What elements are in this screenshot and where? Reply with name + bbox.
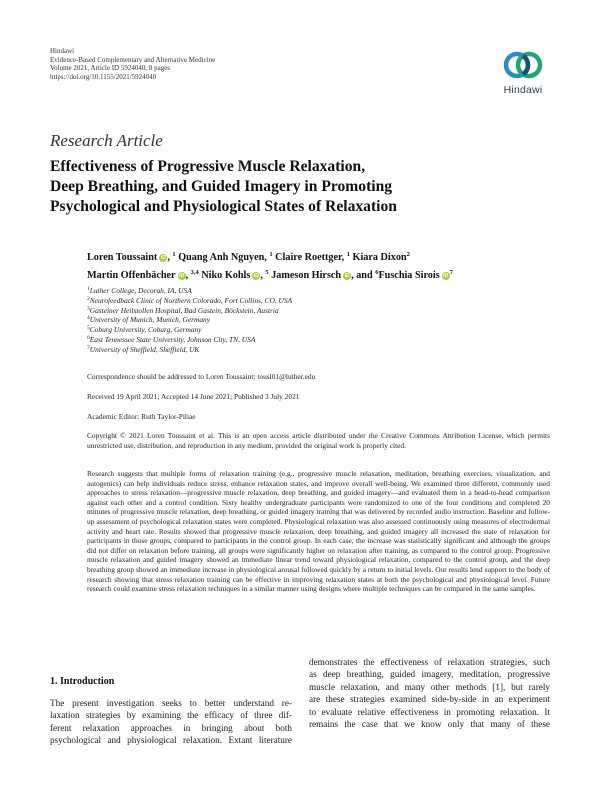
affiliation-item (87, 286, 292, 296)
author-sep: , and (351, 270, 376, 281)
doi-link[interactable]: https://doi.org/10.1155/2021/5924040 (50, 72, 157, 81)
affiliation-text: Neurofeedback Clinic of Northern Colorado, Fort Collins, CO, USA (89, 295, 293, 305)
journal-name: Evidence-Based Complementary and Alternative Medicine (50, 55, 216, 64)
affiliation-sup: 1 (87, 286, 90, 292)
orcid-icon[interactable]: iD (253, 273, 259, 279)
affiliation-item (87, 345, 292, 355)
author-name[interactable]: Niko Kohls (201, 270, 251, 281)
copyright-notice: Copyright © 2021 Loren Toussaint et al. This is an open access article distributed under the Creative Commons Attribution License, which permits unrestricted use, distribution, and reproduction in any medium, provided the original work is properly cited. (87, 431, 550, 450)
academic-editor: Academic Editor: Ruth Taylor-Piliae (87, 412, 196, 421)
orcid-icon[interactable]: iD (344, 273, 350, 279)
hindawi-logo-text: Hindawi (503, 84, 543, 96)
author-line (87, 267, 557, 285)
affiliation-sup: 2 (87, 295, 90, 302)
hindawi-logo (498, 47, 548, 107)
body-column-right (309, 656, 550, 730)
section-heading: 1. Introduction (50, 676, 115, 687)
body-line: The present investigation seeks to better understand re- (50, 698, 292, 708)
title-line: Effectiveness of Progressive Muscle Relaxation, (50, 158, 366, 175)
article-type: Research Article (50, 131, 163, 150)
correspondence: Correspondence should be addressed to Loren Toussaint; tousl01@luther.edu (87, 372, 316, 381)
author-name[interactable]: Kiara Dixon (352, 252, 407, 263)
affiliation-item (87, 296, 292, 306)
title-line: Psychological and Physiological States of Relaxation (50, 198, 397, 215)
author-name[interactable]: Martin Offenbächer (87, 270, 176, 281)
body-line: as deep breathing, guided imagery, meditation, progressive (309, 669, 550, 680)
author-affil-sup: 6 (375, 269, 379, 276)
affiliation-text: Gasteiner Heilstollen Hospital, Bad Gastein, Böckstein, Austria (89, 305, 279, 315)
publisher-name: Hindawi (50, 47, 75, 55)
title-line: Deep Breathing, and Guided Imagery in Promoting (50, 178, 393, 195)
author-sep: , (264, 252, 270, 263)
body-line: demonstrates the effectiveness of relaxation strategies, such (309, 657, 550, 667)
article-metadata (50, 47, 215, 81)
affiliation-item (87, 306, 292, 316)
author-affil-sup: 1 (172, 251, 176, 258)
author-line (87, 249, 557, 267)
affiliations (87, 286, 292, 355)
body-line: muscle relaxation, and many other methods [1], but rarely (309, 681, 550, 692)
author-sep: , (341, 252, 347, 263)
body-line: ferent relaxation approaches in bringing about both (50, 722, 292, 733)
body-line: are these strategies examined side-by-side in an experiment (309, 694, 550, 705)
author-name[interactable]: Quang Anh Nguyen (178, 252, 265, 263)
body-line: to evaluate relative effectiveness in promoting relaxation. It (309, 706, 550, 717)
author-affil-sup: 1 (269, 251, 273, 258)
affiliation-text: University of Munich, Munich, Germany (89, 315, 211, 325)
author-sep: , (185, 270, 191, 281)
author-affil-sup: 5 (265, 269, 269, 276)
affiliation-sup: 5 (87, 325, 90, 332)
orcid-icon[interactable]: iD (160, 255, 166, 261)
body-line: laxation strategies by examining the efficacy of three dif- (50, 710, 292, 721)
volume-info: Volume 2021, Article ID 5924040, 8 pages (50, 64, 171, 73)
orcid-icon[interactable]: iD (443, 273, 449, 279)
body-line: psychological and physiological relaxation. Extant literature (50, 735, 292, 746)
abstract: Research suggests that multiple forms of relaxation training (e.g., progressive muscle relaxation, meditation, breathing exercises, visualization, and autogenics) can help individuals reduce stress, enhance relaxation states, and improve overall well-being. We examined three different, commonly used approaches to stress relaxation—progressive muscle relaxation, deep breathing, and guided imagery—and evaluated them in a head-to-head comparison against each other and a control condition. Sixty healthy undergraduate participants were randomized to one of the four conditions and completed 20 minutes of progressive muscle relaxation, deep breathing, or guided imagery training that was delivered by recorded audio instruction. Baseline and follow-up assessment of psychological relaxation states were completed. Physiological relaxation was also assessed continuously using measures of electrodermal activity and heart rate. Results showed that progressive muscle relaxation, deep breathing, and guided imagery all increased the state of relaxation for participants in those groups, compared to participants in the control group. In each case, the increase was statistically significant and although the groups did not differ on relaxation before training, all groups were significantly higher on relaxation after training, as compared to the control group. Progressive muscle relaxation and guided imagery showed an immediate linear trend toward physiological relaxation, compared to the control group, and the deep breathing group showed an immediate increase in physiological arousal followed quickly by a return to initial levels. Our results lend support to the body of research showing that stress relaxation training can be effective in improving relaxation states at both the psychological and physiological level. Future research could examine stress relaxation techniques in a similar manner using designs where multiple techniques can be compared in the same samples. (87, 469, 550, 594)
publication-dates: Received 19 April 2021; Accepted 14 June 2021; Published 3 July 2021 (87, 392, 300, 401)
affiliation-text: Coburg University, Coburg, Germany (89, 325, 202, 335)
affiliation-item (87, 315, 292, 325)
author-name[interactable]: Jameson Hirsch (271, 270, 342, 281)
affiliation-text: University of Sheffield, Sheffield, UK (89, 344, 200, 354)
author-list (87, 249, 557, 285)
body-column-left (50, 697, 292, 747)
paper-title (50, 157, 550, 217)
affiliation-item (87, 325, 292, 335)
author-name[interactable]: Claire Roettger (275, 252, 342, 263)
author-name[interactable]: Loren Toussaint (87, 252, 158, 263)
author-affil-sup: 1 (346, 251, 350, 258)
author-affil-sup: 3,4 (190, 269, 199, 276)
affiliation-sup: 7 (87, 344, 90, 351)
affiliation-sup: 6 (87, 334, 90, 341)
body-line: remains the case that we know only that many of these (309, 719, 550, 730)
affiliation-text: East Tennessee State University, Johnson City, TN, USA (89, 334, 256, 344)
affiliation-sup: 4 (87, 315, 90, 322)
orcid-icon[interactable]: iD (179, 273, 185, 279)
author-affil-sup: 7 (449, 269, 453, 276)
author-sep: , (167, 252, 173, 263)
hindawi-logo-icon (501, 47, 545, 83)
affiliation-sup: 3 (87, 305, 90, 312)
author-name[interactable]: Fuschia Sirois (378, 270, 440, 281)
author-sep: , (260, 270, 266, 281)
author-affil-sup: 2 (406, 251, 410, 258)
affiliation-text: Luther College, Decorah, IA, USA (89, 286, 192, 295)
affiliation-item (87, 335, 292, 345)
